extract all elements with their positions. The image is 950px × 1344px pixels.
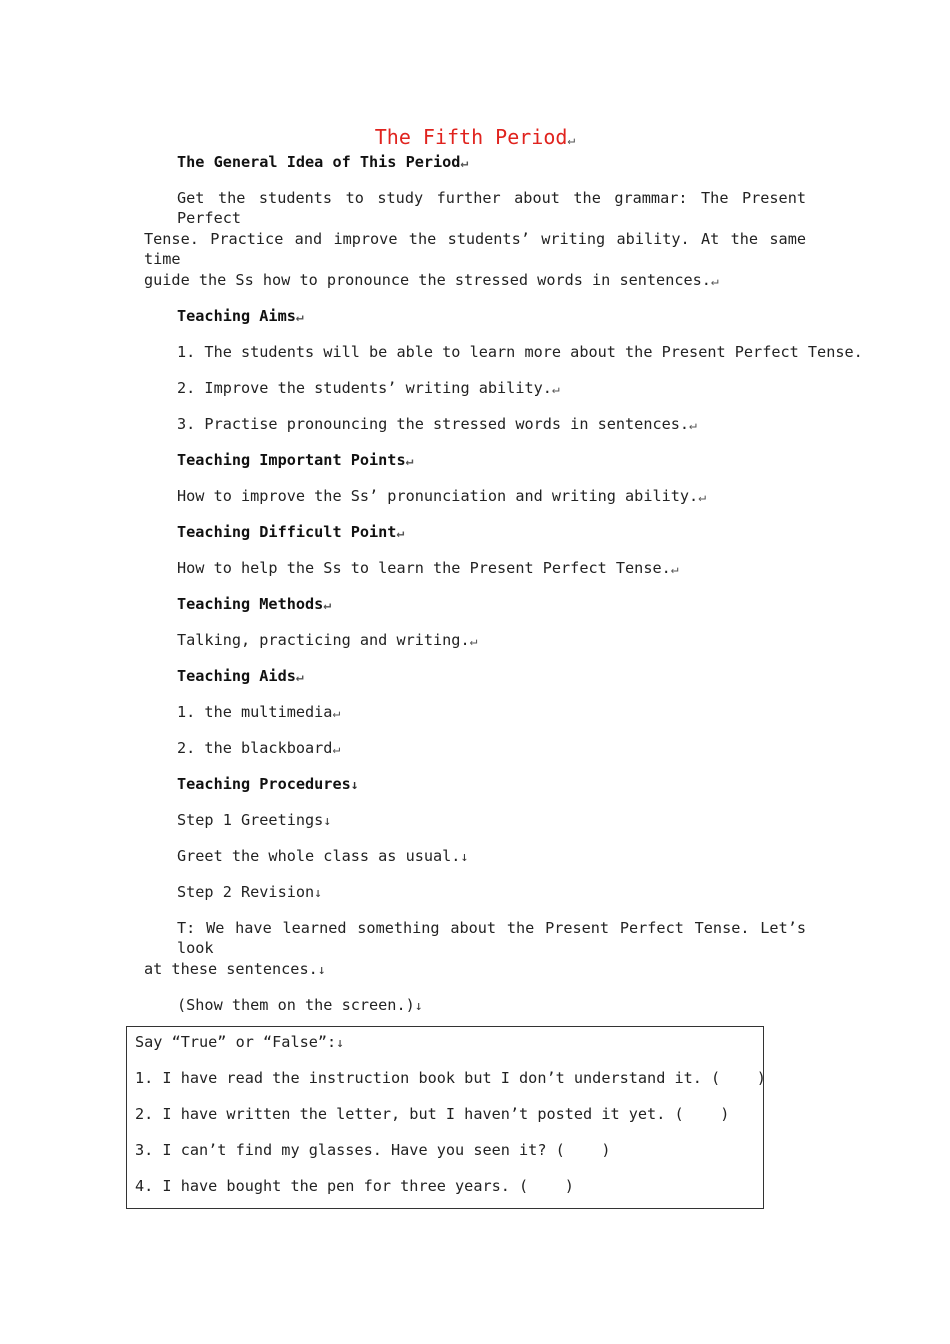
paragraph-mark-icon: ↵ (670, 562, 679, 577)
item-text: 2. the blackboard (177, 739, 333, 757)
section-heading-general-idea (177, 152, 468, 174)
procedures-step-1 (177, 810, 331, 832)
general-idea-line-2: Tense. Practice and improve the students’ writing ability. At the same time (144, 230, 806, 268)
line-text: Step 1 Greetings (177, 811, 324, 829)
procedures-teacher-line-1: T: We have learned something about the Present Perfect Tense. Let’s look (177, 919, 806, 957)
line-text: (Show them on the screen.) (177, 996, 415, 1014)
line-end-mark-icon: ↓ (323, 814, 332, 829)
section-heading-difficult-point (177, 522, 404, 544)
paragraph-mark-icon: ↵ (396, 526, 405, 541)
line-text: How to help the Ss to learn the Present Perfect Tense. (177, 559, 671, 577)
paragraph-mark-icon: ↵ (405, 454, 414, 469)
procedures-step-1-text (177, 846, 468, 868)
line-end-mark-icon: ↓ (350, 778, 359, 793)
section-heading-aims (177, 306, 304, 328)
paragraph-mark-icon: ↵ (295, 670, 304, 685)
aids-item-2 (177, 738, 340, 760)
line-end-mark-icon: ↓ (314, 886, 322, 901)
line-end-mark-icon: ↓ (414, 999, 423, 1014)
aims-item-2 (177, 378, 560, 400)
paragraph-mark-icon: ↵ (332, 706, 341, 721)
general-idea-line-3 (144, 270, 719, 292)
procedures-teacher-line-2 (144, 959, 326, 981)
paragraph-mark-icon: ↵ (710, 274, 719, 289)
exercise-item-1: 1. I have read the instruction book but I don’t understand it. ( ) (135, 1069, 766, 1087)
exercise-item-2: 2. I have written the letter, but I haven’t posted it yet. ( ) (135, 1105, 730, 1123)
aims-item-1: 1. The students will be able to learn more about the Present Perfect Tense. (177, 343, 863, 361)
exercise-item-4: 4. I have bought the pen for three years. ( ) (135, 1177, 574, 1195)
heading-text: Teaching Aims (177, 307, 296, 325)
line-text: Step 2 Revision (177, 883, 315, 901)
paragraph-mark-icon: ↵ (567, 133, 576, 148)
difficult-point-text (177, 558, 679, 580)
line-text: Talking, practicing and writing. (177, 631, 470, 649)
line-text: How to improve the Ss’ pronunciation and writing ability. (177, 487, 699, 505)
line-text: Greet the whole class as usual. (177, 847, 461, 865)
line-end-mark-icon: ↓ (317, 963, 326, 978)
heading-text: Teaching Difficult Point (177, 523, 397, 541)
paragraph-mark-icon: ↵ (323, 598, 332, 613)
exercise-intro (135, 1032, 344, 1054)
heading-text: Teaching Aids (177, 667, 296, 685)
section-heading-important-points (177, 450, 413, 472)
aims-item-3 (177, 414, 697, 436)
line-text: at these sentences. (144, 960, 318, 978)
line-end-mark-icon: ↓ (336, 1036, 344, 1051)
aids-item-1 (177, 702, 340, 724)
section-heading-methods (177, 594, 331, 616)
paragraph-mark-icon: ↵ (689, 418, 697, 433)
paragraph-mark-icon: ↵ (469, 634, 478, 649)
heading-text: Teaching Important Points (177, 451, 406, 469)
exercise-item-3: 3. I can’t find my glasses. Have you seen it? ( ) (135, 1141, 611, 1159)
exercise-box (126, 1026, 764, 1209)
heading-text: The General Idea of This Period (177, 153, 461, 171)
page-title (0, 124, 950, 154)
item-text: 2. Improve the students’ writing ability. (177, 379, 552, 397)
line-text: Say “True” or “False”: (135, 1033, 337, 1051)
procedures-step-2 (177, 882, 322, 904)
heading-text: Teaching Methods (177, 595, 324, 613)
procedures-show-note (177, 995, 423, 1017)
important-points-text (177, 486, 706, 508)
paragraph-mark-icon: ↵ (551, 382, 560, 397)
line-end-mark-icon: ↓ (460, 850, 469, 865)
item-text: 1. the multimedia (177, 703, 333, 721)
methods-text (177, 630, 477, 652)
section-heading-procedures (177, 774, 359, 796)
paragraph-mark-icon: ↵ (698, 490, 707, 505)
line-text: guide the Ss how to pronounce the stressed words in sentences. (144, 271, 711, 289)
paragraph-mark-icon: ↵ (460, 156, 469, 171)
general-idea-line-1: Get the students to study further about the grammar: The Present Perfect (177, 189, 806, 227)
section-heading-aids (177, 666, 304, 688)
heading-text: Teaching Procedures (177, 775, 351, 793)
paragraph-mark-icon: ↵ (295, 310, 304, 325)
title-text: The Fifth Period (374, 125, 568, 149)
item-text: 3. Practise pronouncing the stressed words in sentences. (177, 415, 690, 433)
paragraph-mark-icon: ↵ (332, 742, 341, 757)
